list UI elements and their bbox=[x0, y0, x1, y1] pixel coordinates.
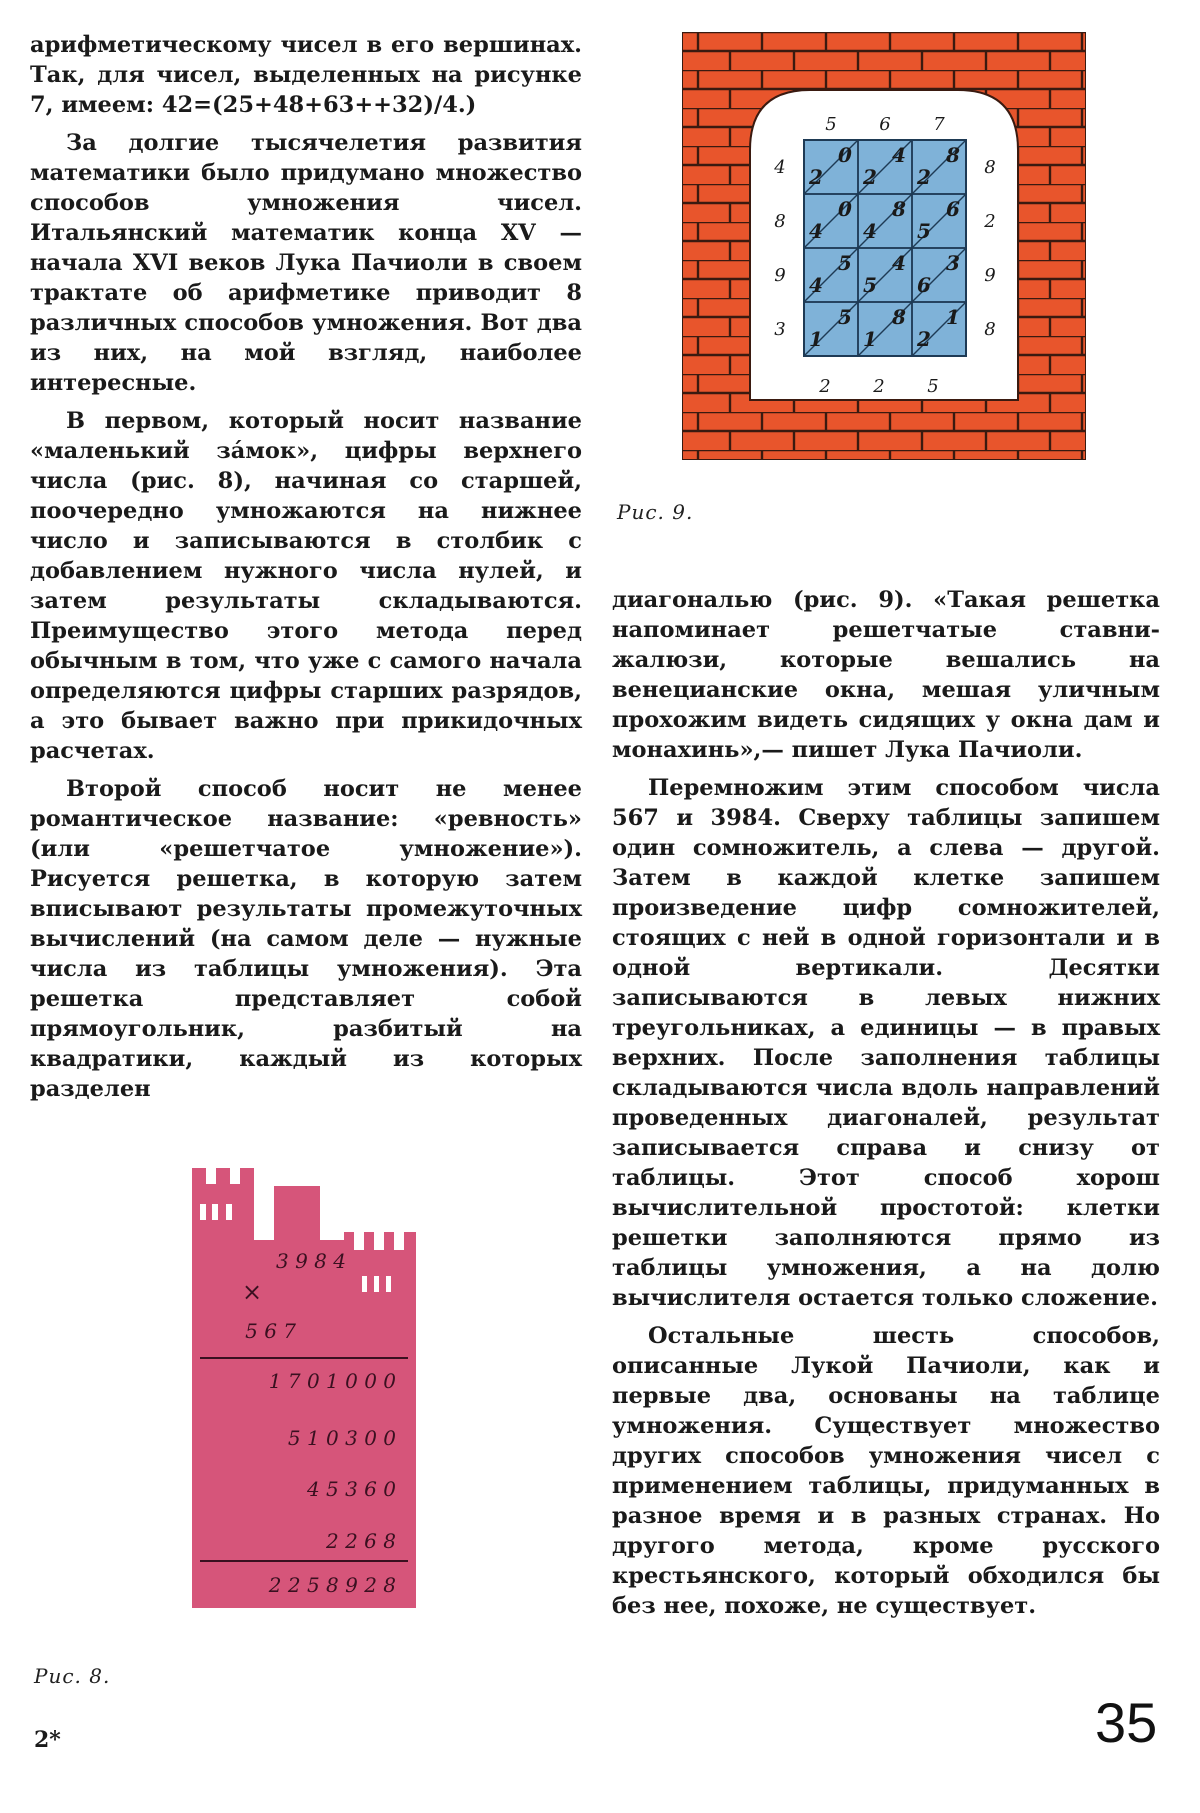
multiplier: 5 6 7 bbox=[245, 1319, 296, 1343]
paragraph: За долгие тысячелетия развития математики было придумано множество способов умножения чисел. Итальянский математик конца XV — начала XVI веков Лука Пачиоли в своем трактате об арифметике приводит 8 различных способов умножения. Вот два из них, на мой взгляд, наиболее интересные. bbox=[30, 130, 582, 396]
cell-tens-digit: 2 bbox=[917, 165, 931, 189]
figure-8-castle-multiplication bbox=[186, 1160, 478, 1608]
cell-units-digit: 4 bbox=[892, 143, 906, 167]
cell-units-digit: 8 bbox=[892, 305, 906, 329]
right-result-digit: 8 bbox=[984, 319, 996, 340]
paragraph: Второй способ носит не менее романтическое название: «ревность» (или «решетчатое умножение»). Рисуется решетка, в которую затем вписывают результаты промежуточных вычислений (на самом деле — нужные числа из таблицы умножения). Эта решетка представляет собой прямоугольник, разбитый на квадратики, каждый из которых разделен bbox=[30, 776, 582, 1102]
paragraph: Перемножим этим способом числа 567 и 3984. Сверху таблицы запишем один сомножитель, а слева — другой. Затем в каждой клетке запишем произведение цифр сомножителей, стоящих с ней в одной горизонтали и в одной вертикали. Десятки записываются в левых нижних треугольниках, а единицы — в правых верхних. После заполнения таблицы складываются числа вдоль направлений проведенных диагоналей, результат записывается справа и снизу от таблицы. Этот способ хорош вычислительной простотой: клетки решетки заполняются прямо из таблицы умножения, а на долю вычислителя остается только сложение. bbox=[612, 775, 1160, 1311]
cell-units-digit: 1 bbox=[946, 305, 960, 329]
cell-units-digit: 0 bbox=[838, 143, 852, 167]
cell-tens-digit: 4 bbox=[809, 273, 823, 297]
final-product: 2 2 5 8 9 2 8 bbox=[268, 1573, 396, 1597]
top-factor-digit: 6 bbox=[879, 114, 891, 135]
left-factor-digit: 9 bbox=[774, 265, 786, 286]
figure-8-caption: Рис. 8. bbox=[34, 1664, 111, 1688]
figure-9-caption: Рис. 9. bbox=[617, 500, 694, 524]
top-factor-digit: 7 bbox=[933, 114, 945, 135]
left-factor-digit: 3 bbox=[774, 319, 786, 340]
cell-units-digit: 5 bbox=[838, 305, 852, 329]
right-result-digit: 8 bbox=[984, 157, 996, 178]
right-result-digit: 9 bbox=[984, 265, 996, 286]
paragraph: арифметическому чисел в его вершинах. Так, для чисел, выделенных на рисунке 7, имеем: 42=(25+48+63++32)/4.) bbox=[30, 32, 582, 118]
paragraph: Остальные шесть способов, описанные Лукой Пачиоли, как и первые два, основаны на таблице умножения. Существует множество других способов умножения чисел с применением таблицы, придуманных в разное время и в разных странах. Но другого метода, кроме русского крестьянского, который обходился бы без нее, похоже, не существует. bbox=[612, 1323, 1160, 1619]
cell-units-digit: 8 bbox=[892, 197, 906, 221]
partial-product: 1 7 0 1 0 0 0 bbox=[268, 1369, 396, 1393]
cell-tens-digit: 2 bbox=[917, 327, 931, 351]
cell-tens-digit: 1 bbox=[809, 327, 823, 351]
cell-tens-digit: 6 bbox=[917, 273, 931, 297]
cell-units-digit: 5 bbox=[838, 251, 852, 275]
left-factor-digit: 4 bbox=[774, 157, 786, 178]
cell-tens-digit: 5 bbox=[917, 219, 931, 243]
cell-tens-digit: 2 bbox=[863, 165, 877, 189]
partial-product: 5 1 0 3 0 0 bbox=[287, 1426, 396, 1450]
left-text-column bbox=[30, 30, 582, 1112]
multiplicand: 3 9 8 4 bbox=[276, 1249, 346, 1273]
cell-tens-digit: 4 bbox=[809, 219, 823, 243]
cell-tens-digit: 2 bbox=[809, 165, 823, 189]
page-number: 35 bbox=[1095, 1691, 1158, 1754]
lattice-grid bbox=[773, 114, 995, 397]
cell-units-digit: 0 bbox=[838, 197, 852, 221]
paragraph: диагональю (рис. 9). «Такая решетка напоминает решетчатые ставни-жалюзи, которые вешались на венецианские окна, мешая уличным прохожим видеть сидящих у окна дам и монахинь»,— пишет Лука Пачиоли. bbox=[612, 587, 1160, 763]
partial-product: 2 2 6 8 bbox=[326, 1529, 396, 1553]
cell-units-digit: 3 bbox=[946, 251, 960, 275]
cell-units-digit: 6 bbox=[946, 197, 960, 221]
right-result-digit: 2 bbox=[984, 211, 996, 232]
figure-9-lattice-window bbox=[682, 32, 1086, 460]
right-text-column bbox=[612, 585, 1160, 1629]
bottom-result-digit: 5 bbox=[927, 376, 939, 397]
left-factor-digit: 8 bbox=[774, 211, 786, 232]
cell-tens-digit: 5 bbox=[863, 273, 877, 297]
paragraph: В первом, который носит название «маленький зáмок», цифры верхнего числа (рис. 8), начиная со старшей, поочередно умножаются на нижнее число и записываются в столбик с добавлением нужного числа нулей, и затем результаты складываются. Преимущество этого метода перед обычным в том, что уже с самого начала определяются цифры старших разрядов, а это бывает важно при прикидочных расчетах. bbox=[30, 408, 582, 764]
printer-signature: 2* bbox=[34, 1727, 61, 1753]
cell-tens-digit: 4 bbox=[863, 219, 877, 243]
times-sign: × bbox=[241, 1278, 263, 1306]
cell-units-digit: 8 bbox=[946, 143, 960, 167]
cell-units-digit: 4 bbox=[892, 251, 906, 275]
cell-tens-digit: 1 bbox=[863, 327, 877, 351]
top-factor-digit: 5 bbox=[825, 114, 837, 135]
bottom-result-digit: 2 bbox=[873, 376, 885, 397]
partial-product: 4 5 3 6 0 bbox=[306, 1477, 396, 1501]
bottom-result-digit: 2 bbox=[819, 376, 831, 397]
